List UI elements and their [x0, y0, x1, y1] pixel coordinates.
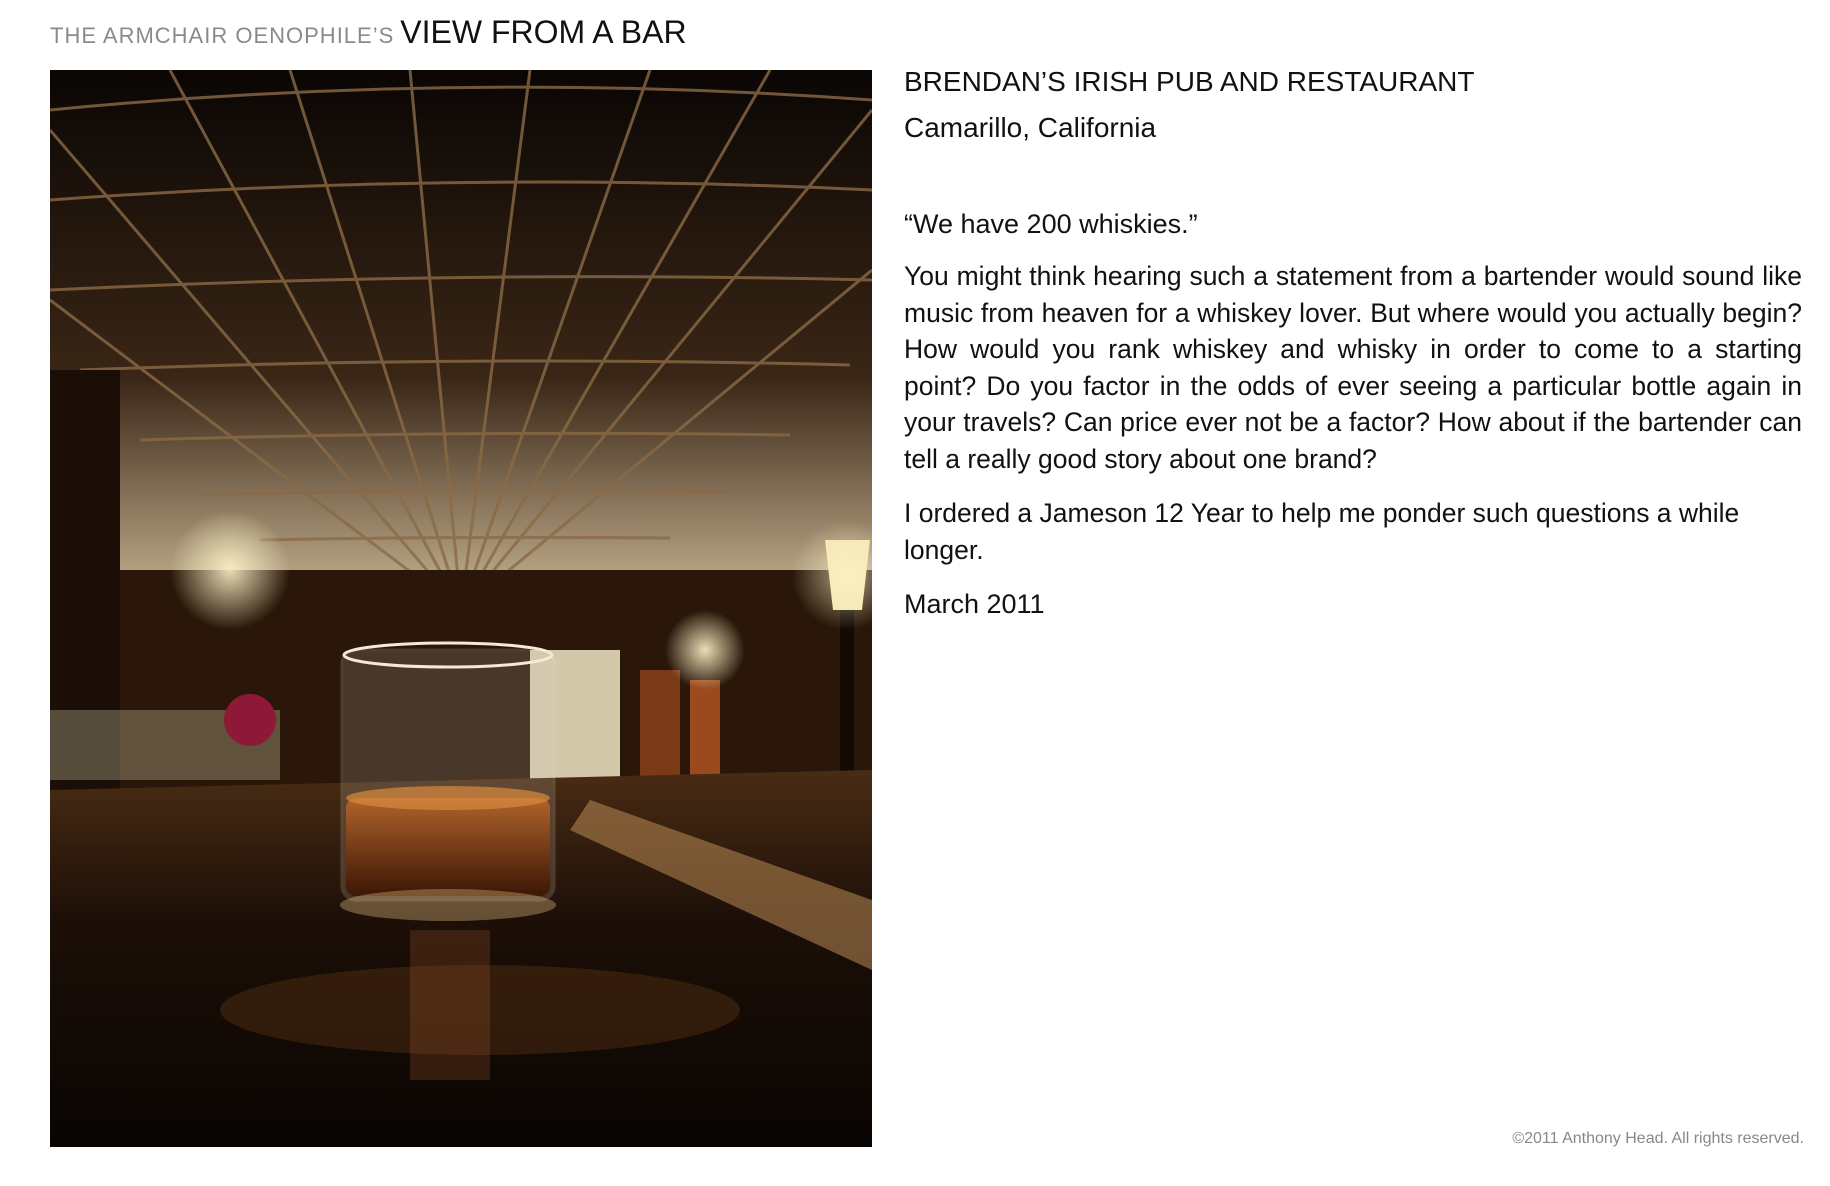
- venue-location: Camarillo, California: [904, 112, 1157, 143]
- closing-paragraph: I ordered a Jameson 12 Year to help me ponder such questions a while longer.: [904, 498, 1740, 565]
- bar-photo: [50, 70, 872, 1147]
- header-title: VIEW FROM A BAR: [400, 14, 687, 50]
- bar-photo-illustration: [50, 70, 872, 1147]
- article-date: March 2011: [904, 589, 1045, 619]
- header-kicker: THE ARMCHAIR OENOPHILE’S: [50, 23, 395, 48]
- article: [904, 60, 1802, 622]
- pull-quote: “We have 200 whiskies.”: [904, 209, 1198, 239]
- venue-name: BRENDAN’S IRISH PUB AND RESTAURANT: [904, 66, 1475, 97]
- page-header: [50, 14, 687, 51]
- body-paragraph: You might think hearing such a statement from a bartender would sound like music from heaven for a whiskey lover. But where would you actually begin? How would you rank whiskey and whisky in order to come to a starting point? Do you factor in the odds of ever seeing a particular bottle again in your travels? Can price ever not be a factor? How about if the bartender can tell a really good story about one brand?: [904, 261, 1802, 474]
- copyright-notice: ©2011 Anthony Head. All rights reserved.: [1512, 1130, 1804, 1147]
